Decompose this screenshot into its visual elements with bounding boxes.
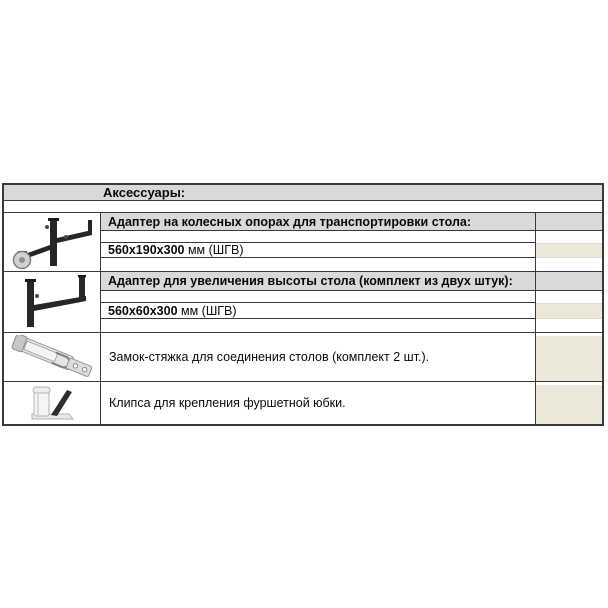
row-image-cell [4,272,101,332]
table-row [4,333,602,382]
gap-row [101,258,535,271]
row-image-cell [4,382,101,424]
row-description-cell [101,213,536,271]
dimensions-value: 560x60x300 [108,303,178,318]
row-price-cell [536,333,602,381]
table-row [4,213,602,272]
dimensions-value: 560x190x300 [108,243,185,257]
dimensions-units: мм (ШГВ) [184,243,244,257]
row-title: Адаптер для увеличения высоты стола (комплект из двух штук): [101,272,535,291]
price-subcell-cream [536,243,602,258]
latch-lock-icon [8,335,96,379]
price-subcell-white [536,291,602,303]
row-price-cell [536,382,602,424]
price-subcell-white [536,231,602,243]
table-row [4,272,602,333]
table-title: Аксессуары: [4,185,602,201]
gap-row [101,319,535,332]
row-price-cell [536,213,602,271]
row-description: Клипса для крепления фуршетной юбки. [101,382,536,424]
price-subcell-gray [536,272,602,291]
spacer-row [4,201,602,213]
price-subcell-cream [536,385,602,424]
row-image-cell [4,333,101,381]
skirt-clip-icon [17,384,87,422]
row-price-cell [536,272,602,332]
price-subcell-cream [536,303,602,319]
row-image-cell [4,213,101,271]
table-row [4,382,602,424]
row-description-cell [101,272,536,332]
row-title: Адаптер на колесных опорах для транспортировки стола: [101,213,535,231]
dimensions-units: мм (ШГВ) [177,303,237,318]
row-description: Замок-стяжка для соединения столов (комплект 2 шт.). [101,333,536,381]
price-subcell-cream [536,336,602,381]
row-dimensions [101,303,535,319]
caster-adapter-icon [8,214,96,270]
gap-row [101,291,535,303]
price-subcell-gray [536,213,602,231]
gap-row [101,231,535,243]
height-adapter-icon [8,273,96,331]
accessories-table [2,183,604,426]
row-dimensions [101,243,535,258]
